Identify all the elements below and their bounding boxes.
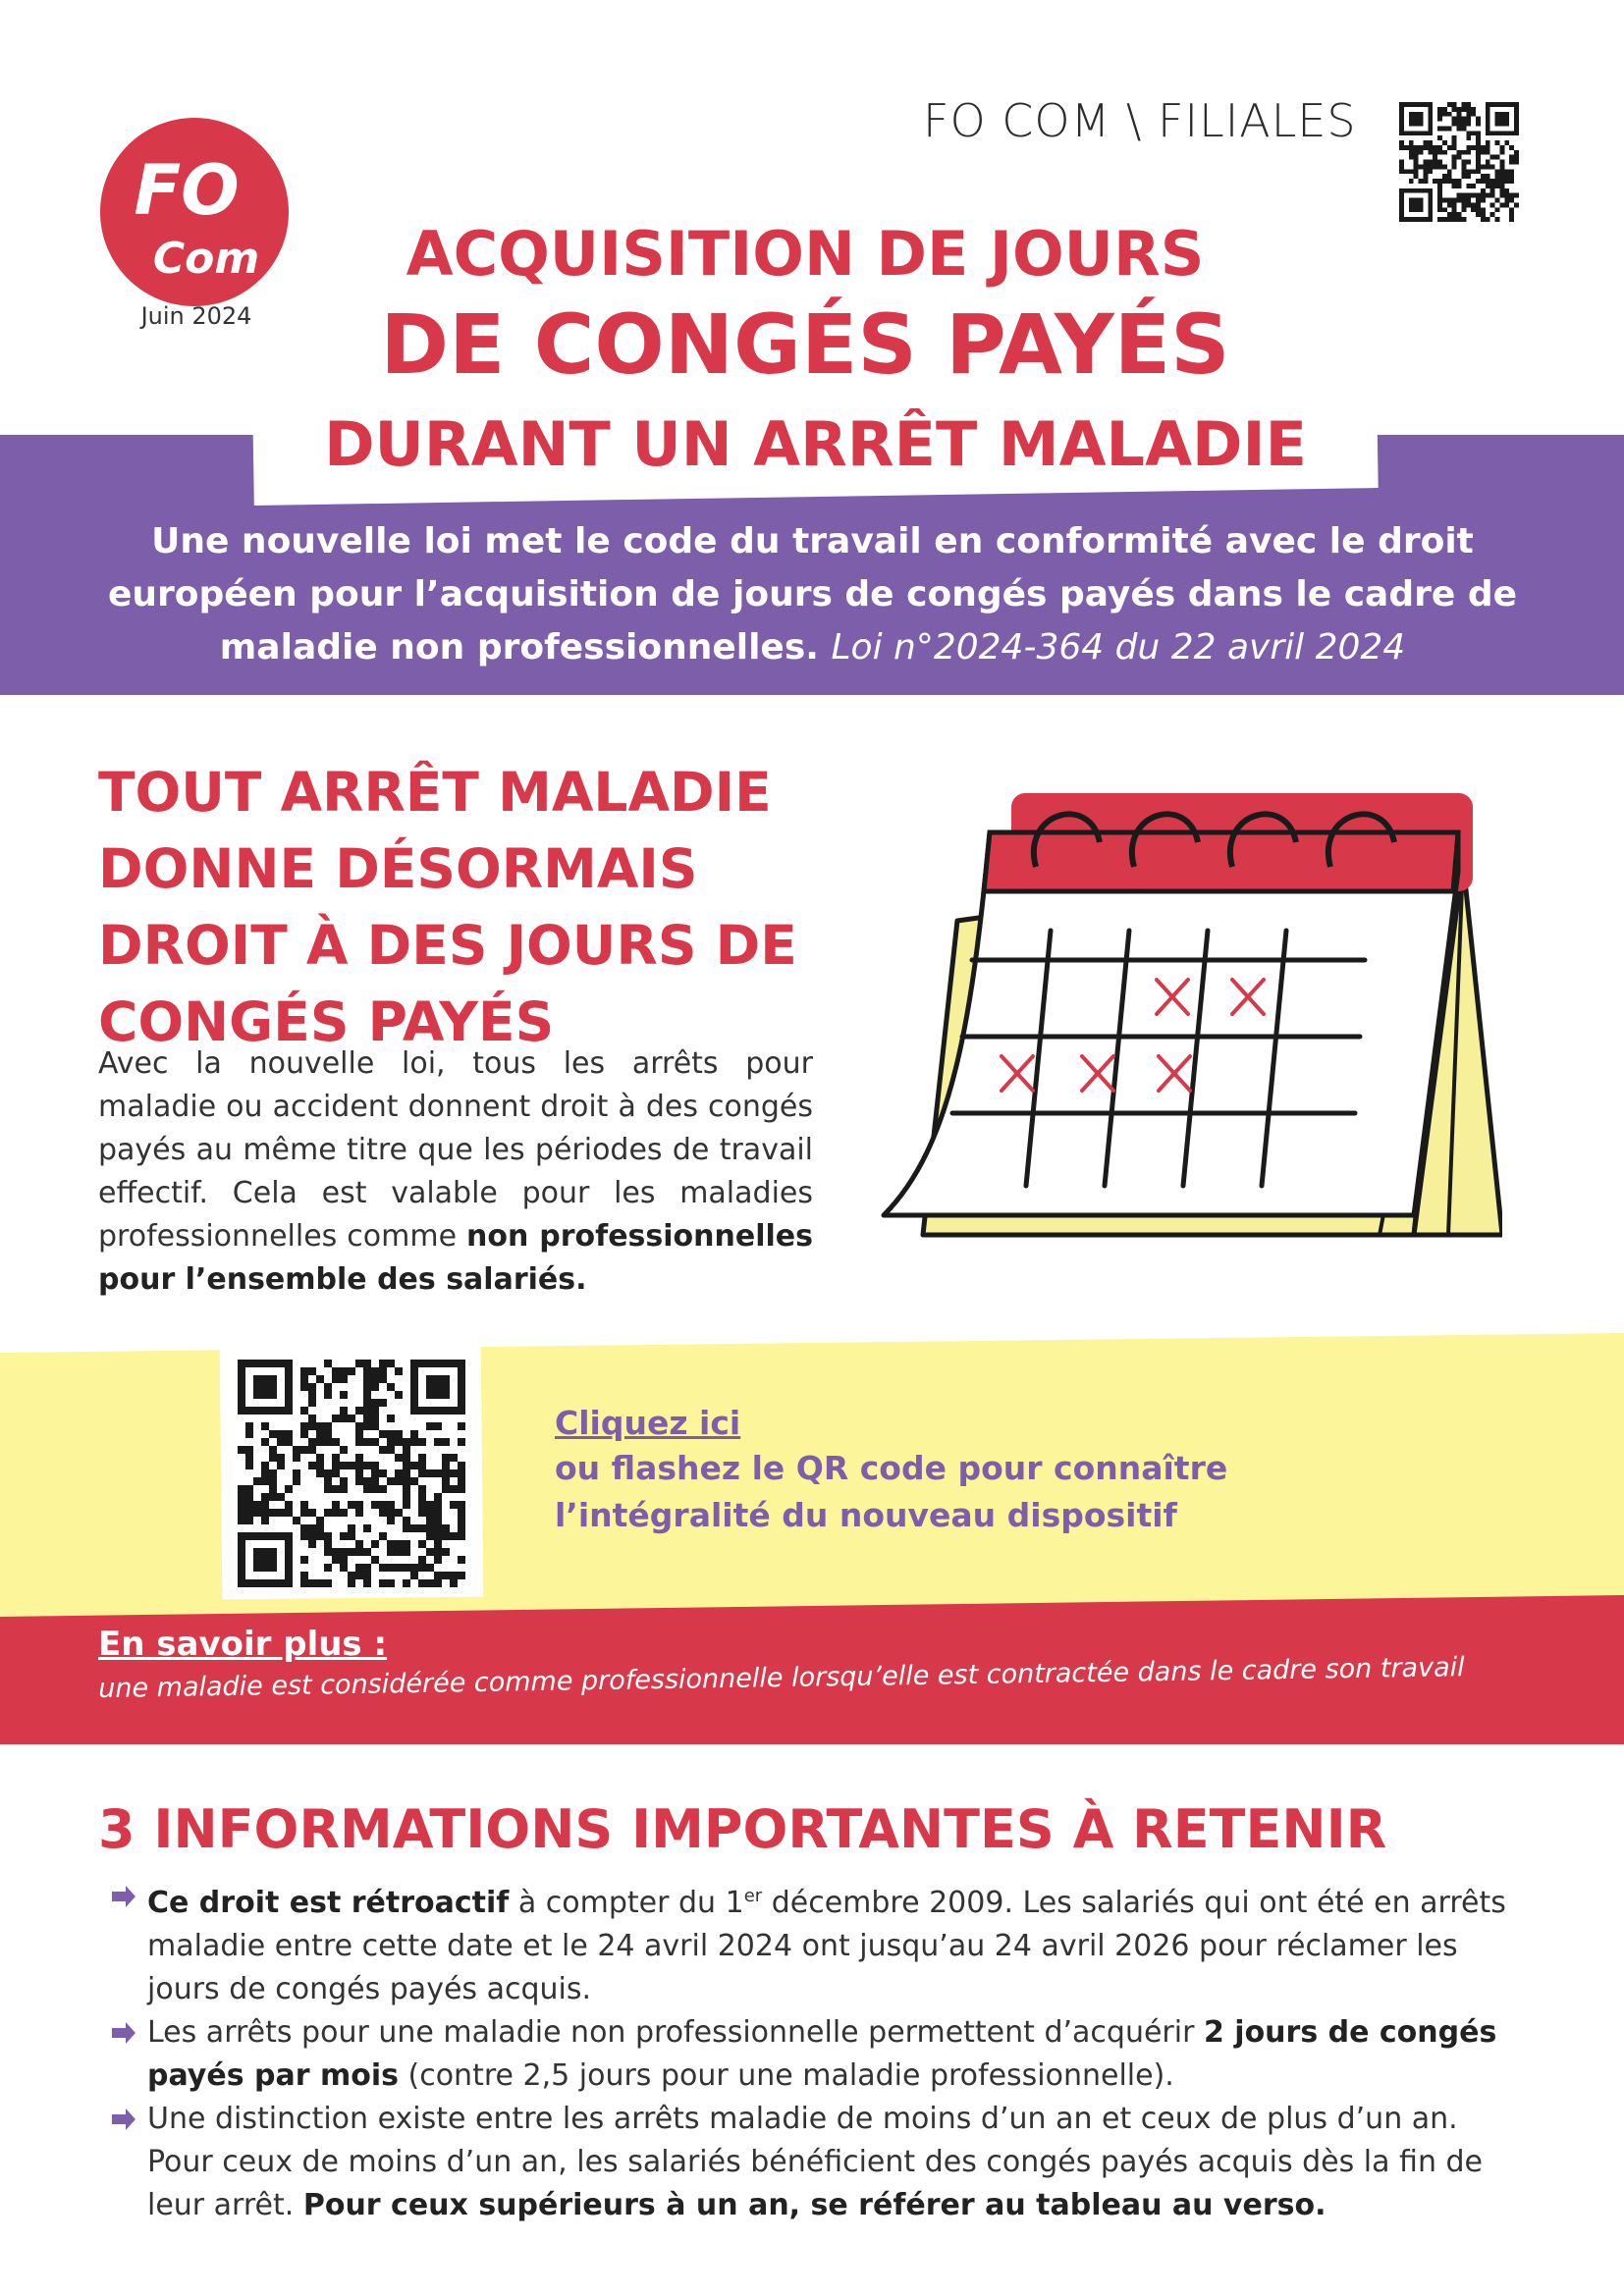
list-item	[110, 1875, 1524, 2011]
bullet2-text-b: (contre 2,5 jours pour une maladie professionnelle).	[398, 2058, 1174, 2093]
bullet1-text-a: à compter du 1	[509, 1886, 744, 1920]
bullet1-bold: Ce droit est rétroactif	[147, 1886, 510, 1920]
intro-text	[88, 515, 1537, 674]
bullet1-sup: er	[743, 1886, 763, 1906]
section1-body	[98, 1042, 813, 1302]
fo-com-logo	[98, 116, 291, 308]
section1-body-text: Avec la nouvelle loi, tous les arrêts pour maladie ou accident donnent droit à des congés payés au même titre que les périodes de travail effectif. Cela est valable pour les maladies professionnelles comme	[98, 1046, 813, 1254]
title-line-2: DE CONGÉS PAYÉS	[380, 296, 1230, 393]
qr-code-small-icon[interactable]	[1399, 102, 1519, 222]
arrow-right-icon	[110, 2106, 137, 2133]
info-list	[110, 1875, 1524, 2227]
bullet1-text-b: décembre 2009. Les salariés qui ont été en arrêts maladie entre cette date et le 24 avril 2024 ont jusqu’au 24 avril 2026 pour réclamer les jours de congés payés acquis.	[147, 1886, 1506, 2006]
list-item	[110, 2011, 1524, 2098]
logo-text-fo: FO	[134, 150, 240, 231]
section1-body-bold: non professionnelles pour l’ensemble des salariés.	[98, 1219, 813, 1297]
more-info-title: En savoir plus :	[98, 1625, 388, 1664]
section3-title: 3 INFORMATIONS IMPORTANTES À RETENIR	[98, 1798, 1387, 1860]
arrow-right-icon	[110, 1883, 137, 1910]
bullet3-text-a: Une distinction existe entre les arrêts maladie de moins d’un an et ceux de plus d’un an. Pour ceux de moins d’un an, les salariés bénéficient des congés payés acquis dès la fin de leur arrêt.	[147, 2102, 1484, 2222]
qr-code-large-icon[interactable]	[238, 1360, 465, 1587]
bullet3-bold: Pour ceux supérieurs à un an, se référer au tableau au verso.	[302, 2188, 1326, 2222]
more-info-text: une maladie est considérée comme professionnelle lorsqu’elle est contractée dans le cadre son travail	[98, 1652, 1465, 1704]
logo-text-com: Com	[152, 234, 260, 284]
publication-date: Juin 2024	[140, 302, 252, 330]
calendar-illustration-icon	[864, 774, 1502, 1284]
bullet2-text-a: Les arrêts pour une maladie non professionnelle permettent d’acquérir	[147, 2015, 1204, 2050]
click-here-link[interactable]: Cliquez ici	[555, 1404, 741, 1442]
section1-title: TOUT ARRÊT MALADIE DONNE DÉSORMAIS DROIT À DES JOURS DE CONGÉS PAYÉS	[98, 761, 797, 1053]
bullet2-bold: 2 jours de congés payés par mois	[147, 2015, 1497, 2093]
list-item	[110, 2098, 1524, 2227]
title-line-1: ACQUISITION DE JOURS	[406, 218, 1205, 290]
arrow-right-icon	[110, 2019, 137, 2047]
cta-text: ou flashez le QR code pour connaître l’intégralité du nouveau dispositif	[555, 1449, 1228, 1534]
law-citation: Loi n°2024-364 du 22 avril 2024	[831, 627, 1406, 667]
intro-body: Une nouvelle loi met le code du travail en conformité avec le droit européen pour l’acquisition de jours de congés payés dans le cadre de maladie non professionnelles.	[107, 521, 1518, 667]
brand-name: FO COM \ FILIALES	[923, 94, 1357, 147]
title-line-3: DURANT UN ARRÊT MALADIE	[324, 408, 1307, 480]
